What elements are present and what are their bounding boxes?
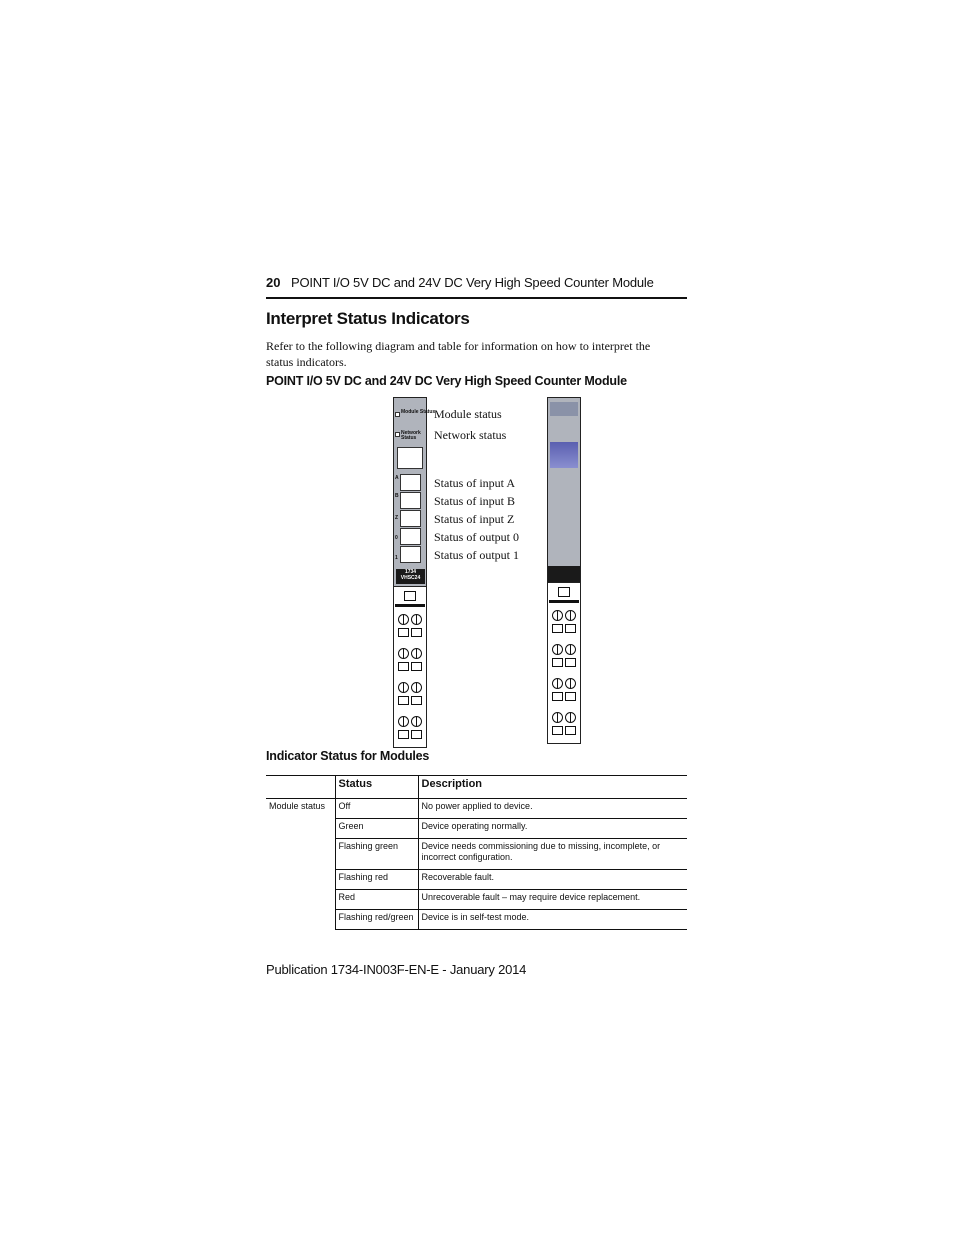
terminal-screw-icon	[565, 644, 576, 655]
terminal-screw-icon	[398, 614, 409, 625]
terminal-slot-icon	[398, 730, 409, 739]
description-cell: Unrecoverable fault – may require device replacement.	[418, 890, 687, 910]
description-cell: Device is in self-test mode.	[418, 910, 687, 930]
status-cell: Flashing green	[335, 839, 418, 870]
terminal-slot-icon	[552, 624, 563, 633]
channel-letter-b: B	[395, 493, 399, 499]
figure-title: POINT I/O 5V DC and 24V DC Very High Speed Counter Module	[266, 374, 627, 388]
terminal-screw-icon	[411, 716, 422, 727]
input-a-led	[400, 474, 421, 491]
channel-letter-a: A	[395, 475, 399, 481]
terminal-screw-icon	[552, 678, 563, 689]
catalog-line-2: VHSC24	[400, 575, 421, 581]
terminal-screw-icon	[398, 648, 409, 659]
terminal-screw-icon	[398, 682, 409, 693]
callout-module-status: Module status	[434, 407, 502, 421]
base-rail	[549, 600, 579, 603]
terminal-slot-icon	[411, 696, 422, 705]
catalog-line-1: 1734	[404, 569, 417, 575]
status-cell: Flashing red	[335, 870, 418, 890]
table-header-row	[266, 776, 687, 799]
status-cell: Green	[335, 819, 418, 839]
callout-input-a: Status of input A	[434, 476, 516, 490]
catalog-plate	[396, 569, 425, 584]
status-cell: Flashing red/green	[335, 910, 418, 930]
column-header-indicator	[266, 776, 335, 799]
terminal-slot-icon	[398, 696, 409, 705]
status-cell: Red	[335, 890, 418, 910]
description-cell: Recoverable fault.	[418, 870, 687, 890]
label-window	[397, 447, 423, 469]
catalog-plate	[548, 566, 580, 582]
terminal-screw-icon	[411, 648, 422, 659]
status-cell: Off	[335, 799, 418, 819]
module-status-led	[395, 412, 400, 417]
terminal-slot-icon	[411, 730, 422, 739]
input-z-led	[400, 510, 421, 527]
module-top-band	[550, 402, 578, 416]
description-cell: Device needs commissioning due to missing, incomplete, or incorrect configuration.	[418, 839, 687, 870]
callout-input-z: Status of input Z	[434, 512, 515, 526]
intro-paragraph: Refer to the following diagram and table for information on how to interpret the status indicators.	[266, 339, 651, 369]
column-header-status: Status	[335, 776, 418, 799]
terminal-screw-icon	[565, 610, 576, 621]
terminal-slot-icon	[565, 692, 576, 701]
terminal-screw-icon	[411, 614, 422, 625]
terminal-screw-icon	[552, 610, 563, 621]
running-header: POINT I/O 5V DC and 24V DC Very High Speed Counter Module	[291, 275, 654, 290]
terminal-slot-icon	[565, 624, 576, 633]
description-cell: Device operating normally.	[418, 819, 687, 839]
output-1-led	[400, 546, 421, 563]
channel-letter-1: 1	[395, 555, 398, 561]
terminal-screw-icon	[398, 716, 409, 727]
section-heading: Interpret Status Indicators	[266, 309, 470, 328]
module-body	[547, 397, 581, 582]
terminal-slot-icon	[398, 628, 409, 637]
column-header-description: Description	[418, 776, 687, 799]
terminal-slot-icon	[552, 692, 563, 701]
input-b-led	[400, 492, 421, 509]
terminal-screw-icon	[552, 712, 563, 723]
terminal-screw-icon	[552, 644, 563, 655]
module-status-label: Module Status	[401, 409, 436, 415]
terminal-screw-icon	[565, 712, 576, 723]
terminal-screw-icon	[565, 678, 576, 689]
label-window	[550, 442, 578, 468]
base-rail	[395, 604, 425, 607]
terminal-slot-icon	[552, 726, 563, 735]
channel-letter-z: Z	[395, 515, 399, 521]
terminal-screw-icon	[411, 682, 422, 693]
callout-output-1: Status of output 1	[434, 548, 520, 562]
page-number: 20	[266, 275, 281, 290]
terminal-slot-icon	[565, 726, 576, 735]
latch-icon	[558, 587, 570, 597]
indicator-status-table	[266, 775, 687, 930]
table-row	[266, 799, 687, 819]
group-label-module-status: Module status	[269, 801, 326, 811]
network-status-label: Network Status	[401, 430, 421, 441]
callout-output-0: Status of output 0	[434, 530, 520, 544]
publication-footer: Publication 1734-IN003F-EN-E - January 2014	[266, 962, 527, 977]
table-title: Indicator Status for Modules	[266, 749, 430, 763]
callout-network-status: Network status	[434, 428, 507, 442]
description-cell: No power applied to device.	[418, 799, 687, 819]
channel-letter-0: 0	[395, 535, 398, 541]
terminal-slot-icon	[411, 662, 422, 671]
terminal-slot-icon	[565, 658, 576, 667]
output-0-led	[400, 528, 421, 545]
callout-input-b: Status of input B	[434, 494, 516, 508]
latch-icon	[404, 591, 416, 601]
header-rule	[266, 297, 687, 299]
terminal-slot-icon	[411, 628, 422, 637]
network-status-led	[395, 432, 400, 437]
terminal-slot-icon	[552, 658, 563, 667]
terminal-slot-icon	[398, 662, 409, 671]
